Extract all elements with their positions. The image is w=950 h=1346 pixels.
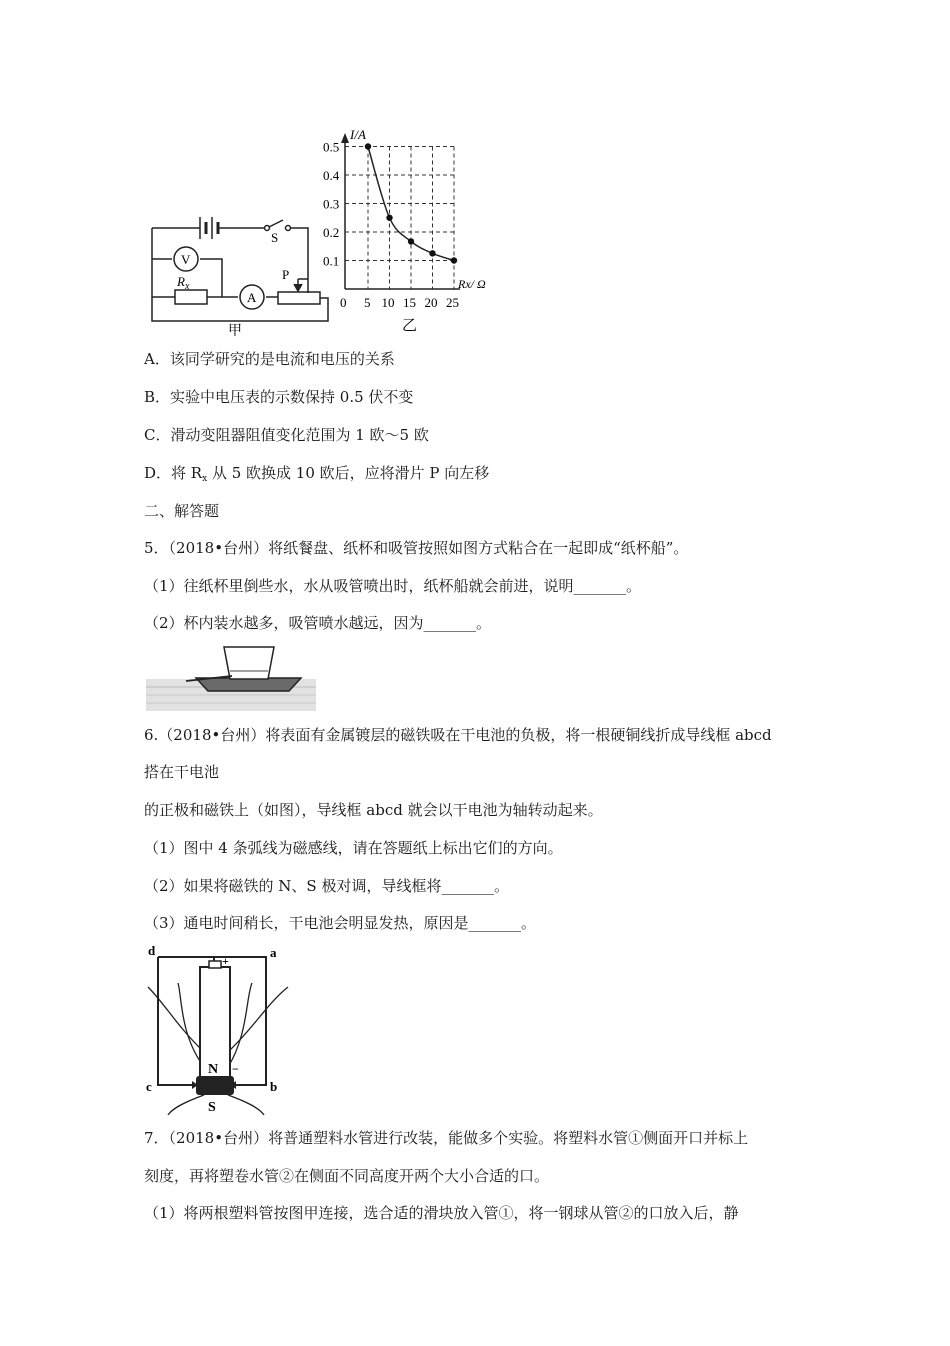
q6-stem-line3: 的正极和磁铁上（如图），导线框 abcd 就会以干电池为轴转动起来。: [144, 801, 603, 819]
field-line-right-inner: [228, 983, 252, 1067]
option-a: A．该同学研究的是电流和电压的关系: [144, 350, 395, 368]
data-point: [386, 215, 392, 221]
data-point: [408, 238, 414, 244]
origin-label: 0: [340, 295, 347, 310]
x-tick-label: 15: [403, 295, 416, 310]
circuit-caption: 甲: [228, 324, 242, 339]
q6-stem-line2: 搭在干电池: [144, 763, 220, 781]
q6-part1: （1）图中 4 条弧线为磁感线，请在答题纸上标出它们的方向。: [144, 839, 563, 857]
plus-sign: +: [222, 954, 229, 968]
current-resistance-graph: [323, 127, 486, 334]
label-d: d: [148, 945, 156, 958]
x-tick-label: 5: [364, 295, 371, 310]
option-c: C．滑动变阻器阻值变化范围为 1 欧～5 欧: [144, 426, 429, 444]
y-tick-label: 0.2: [323, 225, 340, 240]
q6-part2: （2）如果将磁铁的 N、S 极对调，导线框将_______。: [144, 877, 509, 895]
slider-label: P: [282, 267, 290, 282]
q5-stem: 5．（2018•台州）将纸餐盘、纸杯和吸管按照如图方式粘合在一起即成“纸杯船”。: [144, 539, 689, 557]
figure-circuit-and-graph: [140, 125, 510, 340]
q7-stem-line1: 7．（2018•台州）将普通塑料水管进行改装，能做多个实验。将塑料水管①侧面开口并标上: [144, 1129, 749, 1147]
field-line-bottom-left: [168, 1095, 204, 1115]
minus-sign: −: [232, 1062, 239, 1076]
switch-label: S: [271, 230, 279, 245]
q5-part2: （2）杯内装水越多，吸管喷水越远，因为_______。: [144, 614, 492, 632]
option-d: D．将 $R_x$ 从 5 欧换成 10 欧后，应将滑片 P 向左移: [144, 464, 490, 484]
ammeter-label: A: [247, 290, 257, 305]
label-b: b: [270, 1079, 278, 1094]
q7-stem-line2: 刻度，再将塑卷水管②在侧面不同高度开两个大小合适的口。: [144, 1167, 550, 1185]
q6-stem-line1: 6.（2018•台州）将表面有金属镀层的磁铁吸在干电池的负极，将一根硬铜线折成导线框 abcd: [144, 726, 772, 744]
option-b: B．实验中电压表的示数保持 0.5 伏不变: [144, 388, 414, 406]
resistor-label: $R_x$: [177, 274, 190, 292]
resistor-rx: [175, 290, 207, 304]
paper-cup-boat-figure: [146, 645, 316, 711]
data-point: [365, 143, 371, 149]
y-axis-arrow: [341, 133, 349, 143]
battery-terminal: [209, 961, 221, 968]
field-line-right-outer: [230, 987, 288, 1050]
y-tick-label: 0.5: [323, 139, 340, 155]
field-line-left-outer: [148, 987, 202, 1050]
x-axis-label: Rx/ Ω: [458, 277, 486, 291]
data-point: [429, 250, 435, 256]
voltmeter-label: V: [181, 252, 191, 267]
q6-part3: （3）通电时间稍长，干电池会明显发热，原因是_______。: [144, 914, 537, 932]
battery-magnet-coil-figure: [142, 945, 292, 1115]
section-title: 二、解答题: [144, 502, 220, 520]
magnet: [196, 1076, 234, 1095]
label-c: c: [146, 1079, 152, 1094]
circuit-diagram: [152, 217, 328, 321]
graph-caption: 乙: [402, 318, 418, 334]
label-a: a: [270, 945, 277, 960]
x-tick-label: 20: [424, 295, 438, 310]
label-n: N: [208, 1062, 219, 1077]
field-line-bottom-right: [228, 1095, 264, 1115]
data-point: [451, 257, 457, 263]
label-s: S: [208, 1100, 216, 1115]
y-tick-label: 0.4: [323, 168, 340, 183]
y-axis-label: I/A: [350, 127, 366, 142]
q5-part1: （1）往纸杯里倒些水，水从吸管喷出时，纸杯船就会前进，说明_______。: [144, 577, 642, 595]
rheostat: [278, 292, 320, 304]
x-tick-label: 25: [446, 295, 459, 310]
battery: [200, 967, 230, 1077]
y-tick-label: 0.1: [323, 253, 340, 269]
q7-part1: （1）将两根塑料管按图甲连接，选合适的滑块放入管①，将一钢球从管②的口放入后，静: [144, 1204, 739, 1222]
x-tick-label: 10: [381, 295, 395, 310]
y-tick-label: 0.3: [323, 196, 340, 212]
